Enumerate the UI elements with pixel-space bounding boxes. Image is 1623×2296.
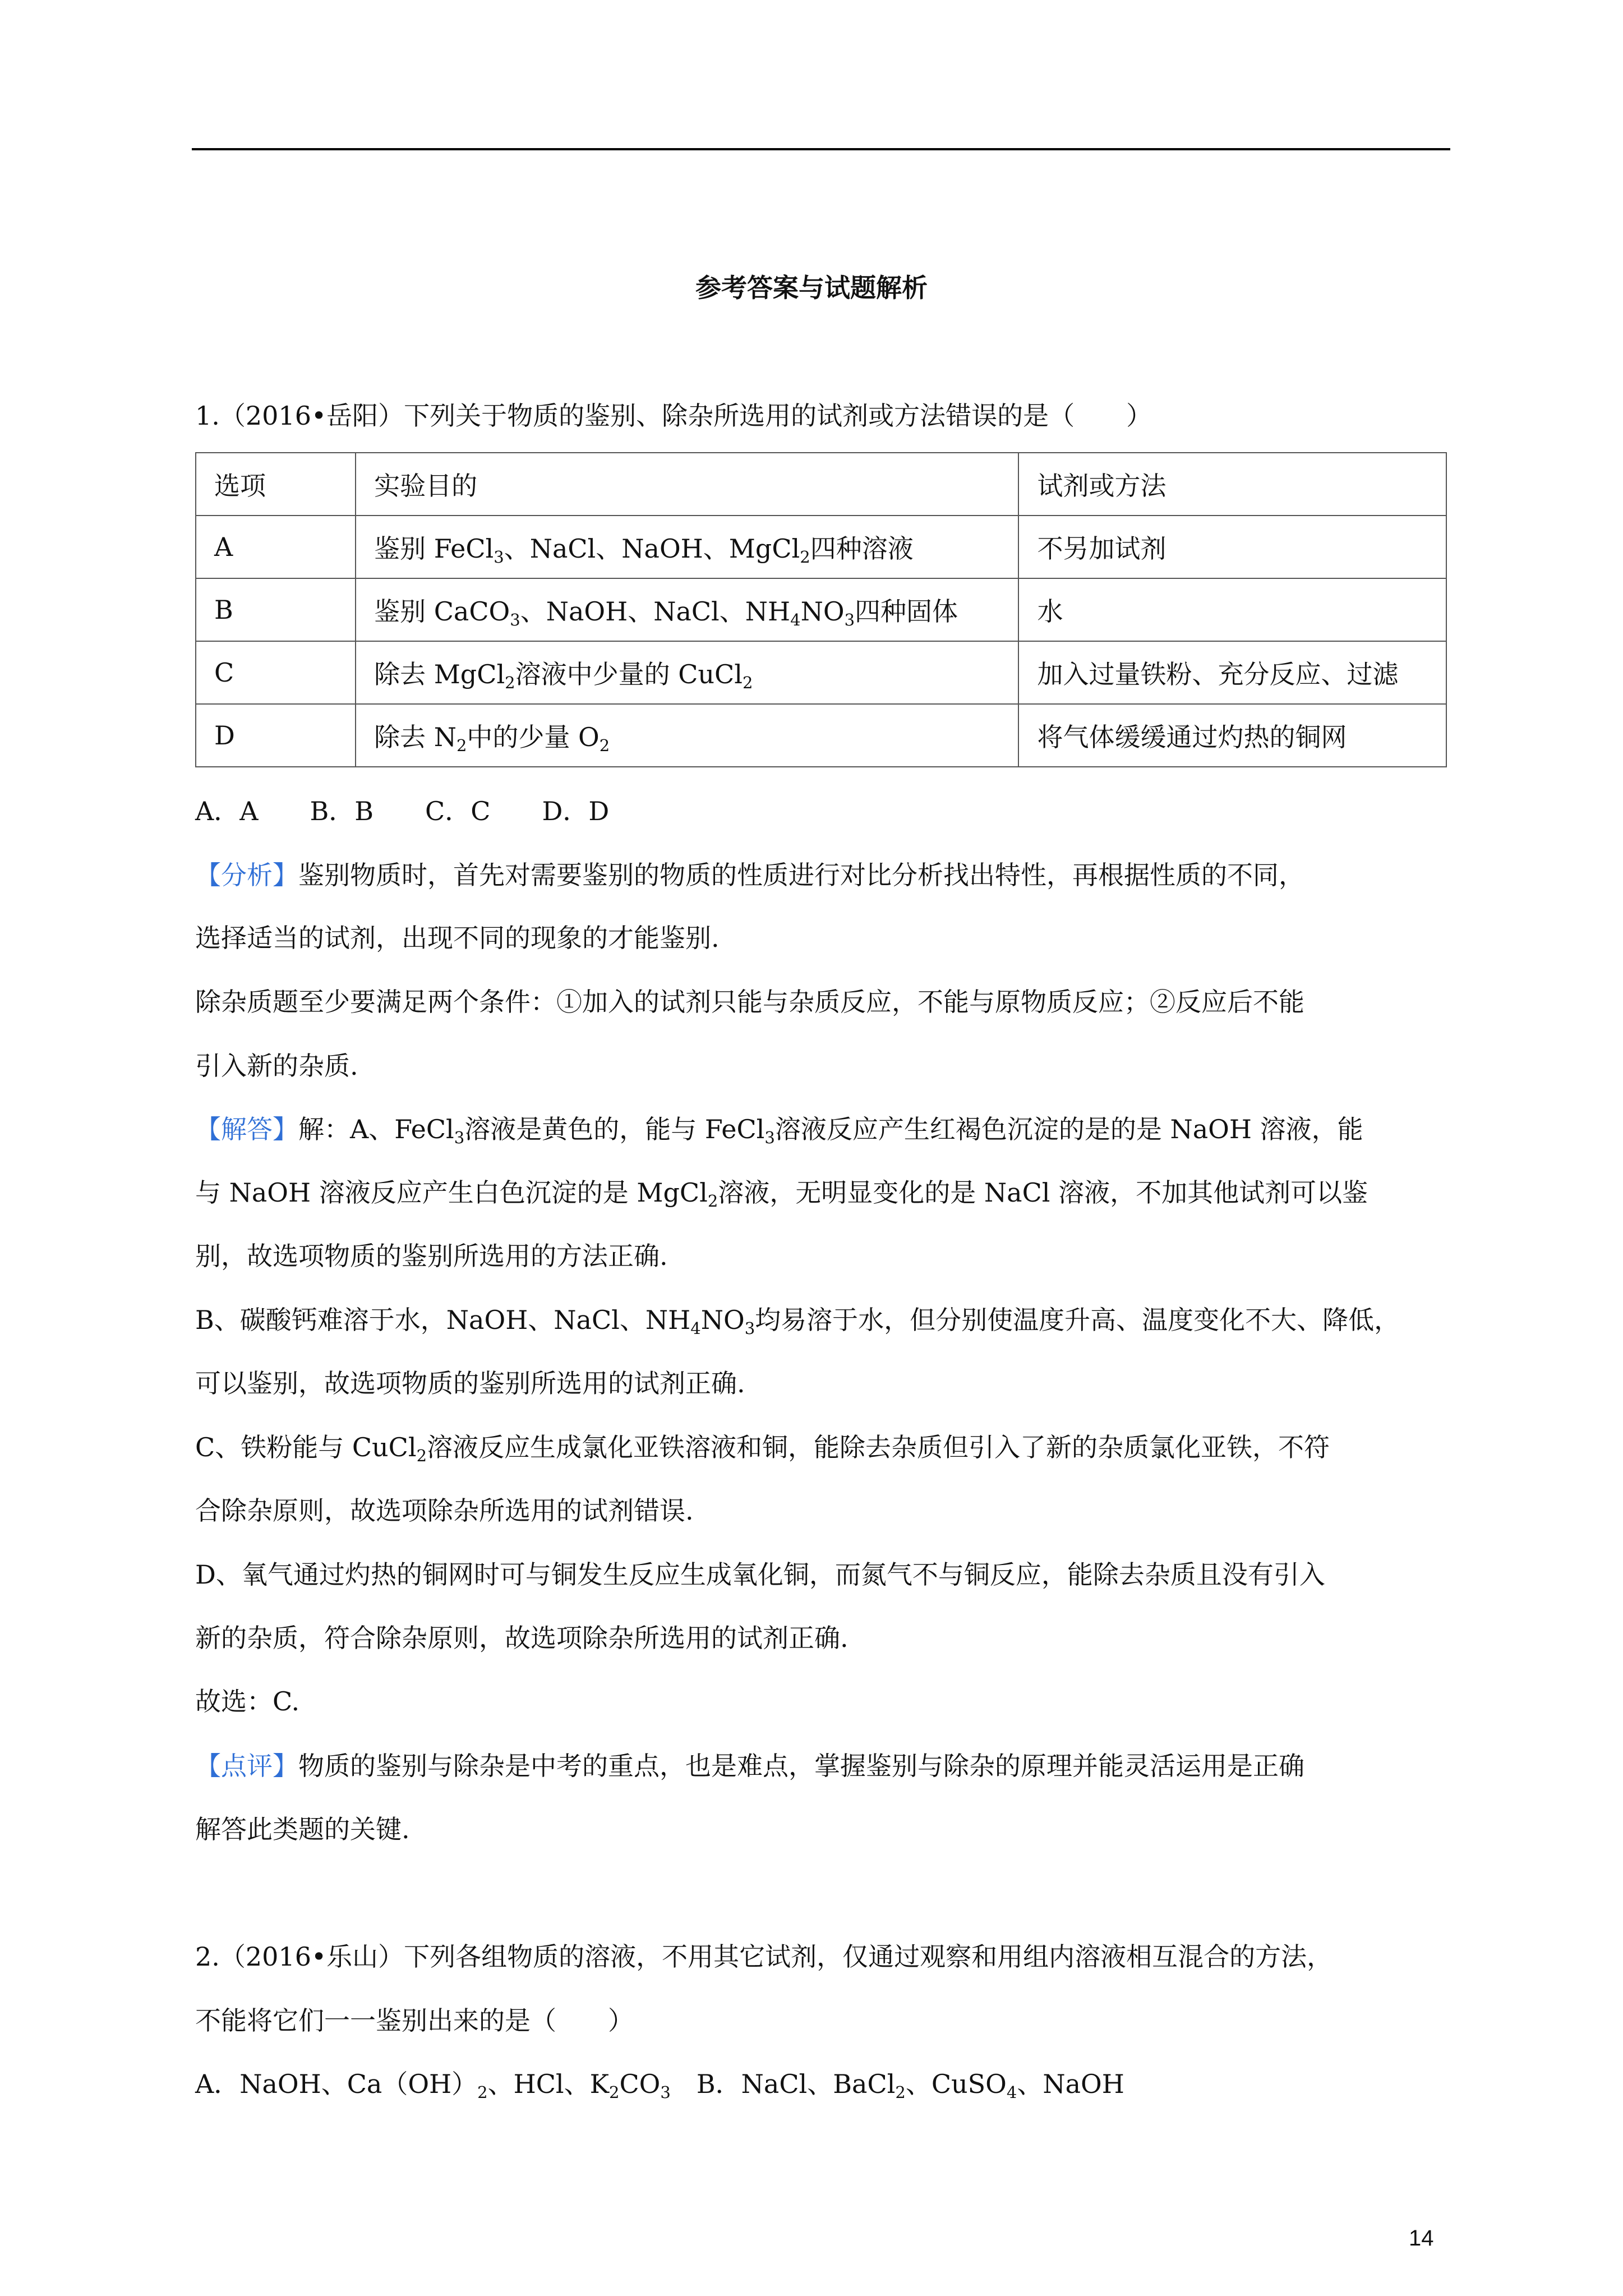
- option-letter: C: [196, 641, 356, 704]
- table-header-cell: 试剂或方法: [1018, 453, 1446, 516]
- q1-choices: A．A B．B C．C D．D: [195, 796, 610, 826]
- option-goal: 鉴别 CaCO$_3$、NaOH、NaCl、$NH_4NO_3$四种固体: [356, 578, 1018, 641]
- q2-stem: 2.（2016•乐山）下列各组物质的溶液，不用其它试剂，仅通过观察和用组内溶液相互混合的方法，: [195, 1941, 1333, 1972]
- table-row: [196, 641, 1446, 704]
- q1-options-table: [195, 452, 1447, 767]
- header-rule: [192, 148, 1450, 150]
- table-row: [196, 516, 1446, 578]
- q1-analysis-line: 除杂质题至少要满足两个条件：①加入的试剂只能与杂质反应，不能与原物质反应；②反应后不能: [195, 987, 1304, 1017]
- q1-answer-line: 【解答】解：A、FeCl$_3$溶液是黄色的，能与 FeCl$_3$溶液反应产生红褐色沉淀的是的是 NaOH 溶液，能: [195, 1114, 1363, 1147]
- table-row: [196, 704, 1446, 767]
- table-header-row: [196, 453, 1446, 516]
- option-goal: 除去 MgCl$_2$溶液中少量的 CuCl$_2$: [356, 641, 1018, 704]
- page-number: 14: [1409, 2226, 1434, 2251]
- q2-stem: 不能将它们一一鉴别出来的是（ ）: [195, 2005, 634, 2036]
- option-method: 水: [1018, 578, 1446, 641]
- answer-tag: 【解答】: [195, 1114, 298, 1144]
- q1-answer-line: 别，故选项物质的鉴别所选用的方法正确.: [195, 1241, 668, 1271]
- q1-analysis-line: 选择适当的试剂，出现不同的现象的才能鉴别.: [195, 923, 720, 953]
- option-method: 加入过量铁粉、充分反应、过滤: [1018, 641, 1446, 704]
- q1-answer-line: 可以鉴别，故选项物质的鉴别所选用的试剂正确.: [195, 1368, 745, 1398]
- q1-answer-line: C、铁粉能与 CuCl$_2$溶液反应生成氯化亚铁溶液和铜，能除去杂质但引入了新的杂质氯化亚铁，不符: [195, 1432, 1330, 1465]
- q1-review-line: 解答此类题的关键.: [195, 1814, 410, 1844]
- q1-answer-line: 新的杂质，符合除杂原则，故选项除杂所选用的试剂正确.: [195, 1623, 849, 1653]
- q1-review-line: 【点评】物质的鉴别与除杂是中考的重点，也是难点，掌握鉴别与除杂的原理并能灵活运用是正确: [195, 1751, 1304, 1781]
- analysis-tag: 【分析】: [195, 860, 298, 890]
- page-title: 参考答案与试题解析: [695, 273, 928, 303]
- q1-answer-line: 故选：C.: [195, 1686, 300, 1717]
- option-goal: 鉴别 FeCl$_3$、NaCl、NaOH、MgCl$_2$四种溶液: [356, 516, 1018, 578]
- option-letter: A: [196, 516, 356, 578]
- option-letter: D: [196, 704, 356, 767]
- q1-answer-line: 与 NaOH 溶液反应产生白色沉淀的是 MgCl$_2$溶液，无明显变化的是 NaCl 溶液，不加其他试剂可以鉴: [195, 1177, 1368, 1211]
- q1-analysis-line: 引入新的杂质.: [195, 1051, 358, 1081]
- q2-choices: A．NaOH、$Ca(OH)_2$、HCl、$K_2CO_3$ B．NaCl、BaCl$_2$、CuSO$_4$、NaOH: [195, 2069, 1124, 2102]
- q1-answer-line: B、碳酸钙难溶于水，NaOH、NaCl、$NH_4NO_3$均易溶于水，但分别使温度升高、温度变化不大、降低，: [195, 1305, 1400, 1338]
- table-row: [196, 578, 1446, 641]
- review-tag: 【点评】: [195, 1751, 298, 1781]
- q1-stem: 1.（2016•岳阳）下列关于物质的鉴别、除杂所选用的试剂或方法错误的是（ ）: [195, 401, 1152, 431]
- q1-answer-line: 合除杂原则，故选项除杂所选用的试剂错误.: [195, 1496, 694, 1526]
- option-method: 将气体缓缓通过灼热的铜网: [1018, 704, 1446, 767]
- option-letter: B: [196, 578, 356, 641]
- table-header-cell: 实验目的: [356, 453, 1018, 516]
- q1-analysis-line: 【分析】鉴别物质时，首先对需要鉴别的物质的性质进行对比分析找出特性，再根据性质的不同，: [195, 860, 1304, 890]
- option-goal: 除去 $N_2$中的少量 $O_2$: [356, 704, 1018, 767]
- q1-answer-line: D、氧气通过灼热的铜网时可与铜发生反应生成氧化铜，而氮气不与铜反应，能除去杂质且没有引入: [195, 1559, 1325, 1590]
- option-method: 不另加试剂: [1018, 516, 1446, 578]
- table-header-cell: 选项: [196, 453, 356, 516]
